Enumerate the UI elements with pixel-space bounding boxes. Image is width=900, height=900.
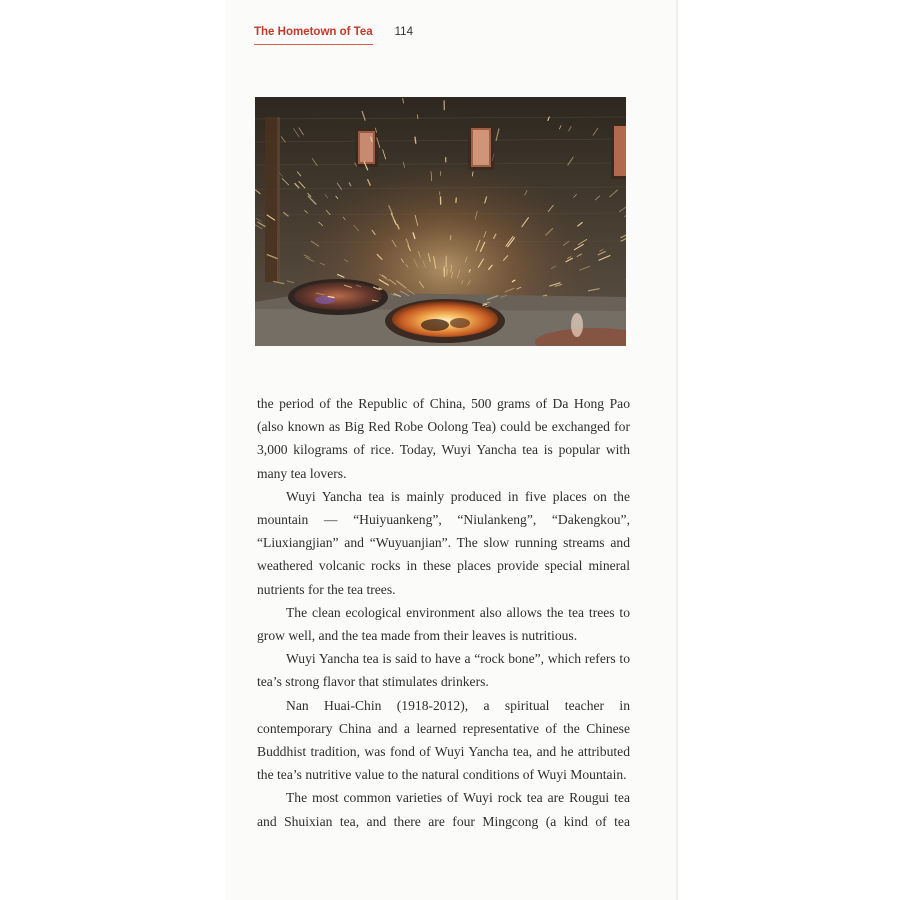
paragraph: The most common varieties of Wuyi rock tea are Rougui tea and Shuixian tea, and there are four Mingcong (a kind of tea: [257, 790, 630, 829]
spark-streak: [472, 172, 473, 176]
spark-streak: [417, 115, 418, 119]
running-header: [254, 26, 413, 45]
paragraph: The clean ecological environment also allows the tea trees to grow well, and the tea made from their leaves is nutritious.: [257, 604, 630, 644]
paragraph: Wuyi Yancha tea is mainly produced in five places on the mountain — “Huiyuankeng”, “Niulankeng”, “Dakengkou”, “Liuxiangjian” and “Wuyuanjian”. The slow running streams and weathered volcanic rocks in these places provide special mineral nutrients for the tea trees.: [257, 488, 630, 597]
page-edge: [676, 0, 678, 900]
paragraph: Wuyi Yancha tea is said to have a “rock bone”, which refers to tea’s strong flavor that stimulates drinkers.: [257, 651, 630, 690]
spark-streak: [543, 295, 546, 296]
tea-roasting-photo-image: [255, 97, 626, 346]
page-number: 114: [394, 26, 413, 38]
book-title: The Hometown of Tea: [254, 26, 373, 45]
spark-streak: [415, 137, 416, 143]
tea-roasting-photo: [255, 97, 626, 346]
paragraph: the period of the Republic of China, 500 grams of Da Hong Pao (also known as Big Red Robe Oolong Tea) could be exchanged for 3,000 kilograms of rice. Today, Wuyi Yancha tea is popular with many tea lovers.: [257, 396, 630, 481]
paragraph: Nan Huai-Chin (1918-2012), a spiritual teacher in contemporary China and a learned representative of the Chinese Buddhist tradition, was fond of Wuyi Yancha tea, and he attributed the tea’s nutritive value to the natural conditions of Wuyi Mountain.: [257, 697, 630, 783]
body-text: [257, 392, 630, 833]
